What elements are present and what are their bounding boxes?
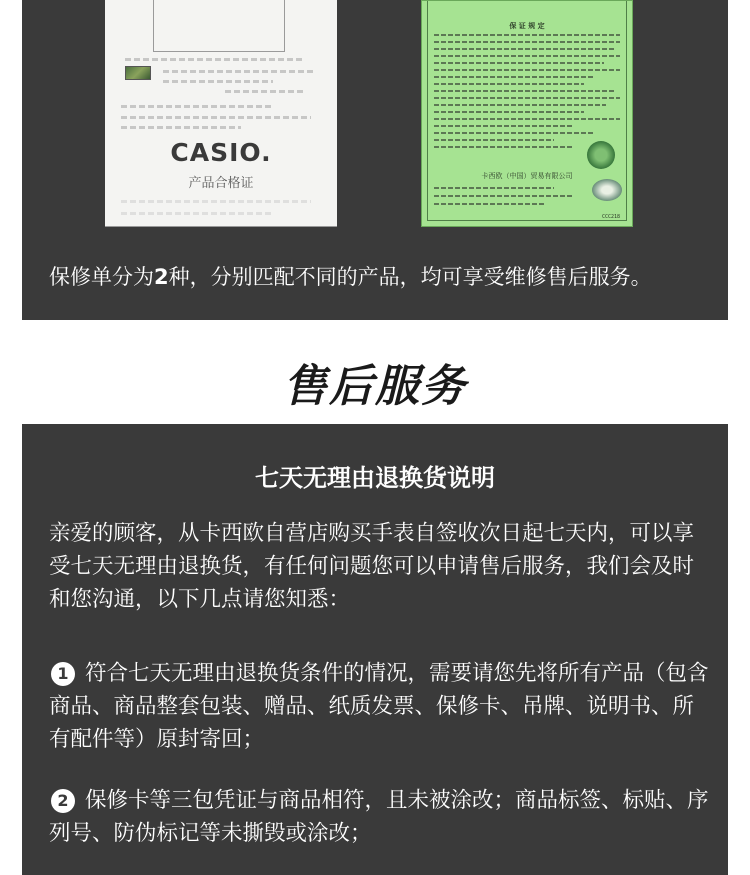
certificate-subtitle: 产品合格证 xyxy=(188,176,254,191)
certificate-frame xyxy=(153,0,285,52)
casio-logo: CASIO. xyxy=(170,138,272,167)
hologram-seal-icon xyxy=(592,179,622,201)
policy-item xyxy=(49,784,709,850)
product-certificate-card-image xyxy=(105,0,337,227)
number-badge-icon: 1 xyxy=(51,662,75,686)
green-seal-icon xyxy=(587,141,615,169)
return-policy-panel xyxy=(22,424,728,875)
return-policy-intro: 亲爱的顾客，从卡西欧自营店购买手表自签收次日起七天内，可以享受七天无理由退换货，有任何问题您可以申请售后服务，我们会及时和您沟通，以下几点请您知悉： xyxy=(49,521,695,612)
warranty-card-code: CCC218 xyxy=(601,214,620,220)
policy-item-text: 符合七天无理由退换货条件的情况，需要请您先将所有产品（包含商品、商品整套包装、赠品、纸质发票、保修卡、吊牌、说明书、所有配件等）原封寄回； xyxy=(49,661,709,752)
certificate-stamp xyxy=(125,66,151,80)
warranty-rules-card-image xyxy=(421,0,633,227)
policy-item-text: 保修卡等三包凭证与商品相符，且未被涂改；商品标签、标贴、序列号、防伪标记等未撕毁或涂改； xyxy=(49,788,709,846)
after-sales-service-title: 售后服务 xyxy=(283,361,467,412)
policy-item xyxy=(49,657,709,756)
warranty-card-company: 卡西欧（中国）贸易有限公司 xyxy=(481,172,573,180)
return-policy-heading: 七天无理由退换货说明 xyxy=(255,464,495,492)
warranty-rules-title: 保 证 规 定 xyxy=(509,21,545,30)
number-badge-icon: 2 xyxy=(51,789,75,813)
warranty-card-panel xyxy=(22,0,728,320)
warranty-card-caption: 保修单分为2种，分别匹配不同的产品，均可享受维修售后服务。 xyxy=(49,265,652,289)
